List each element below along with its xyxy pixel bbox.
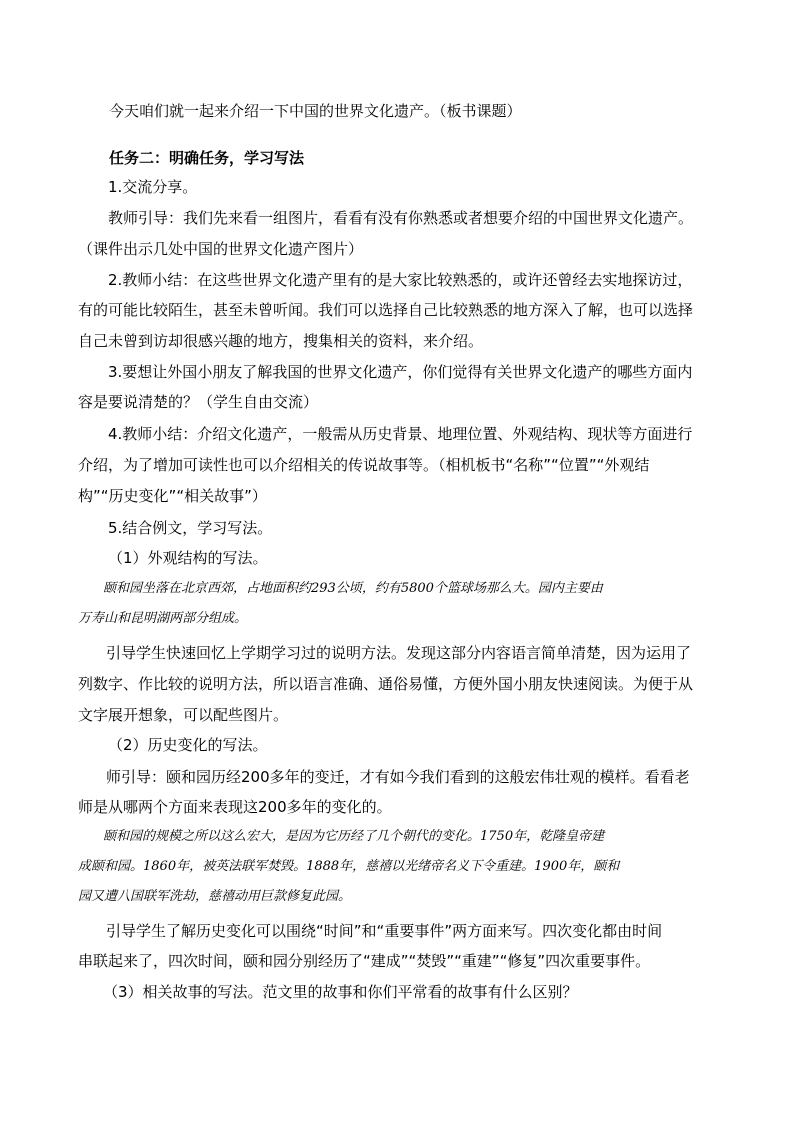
section-2-text-line: 自己未曾到访却很感兴趣的地方，搜集相关的资料，来介绍。 — [78, 332, 484, 350]
section-2-text-line: 有的可能比较陌生，甚至未曾听闻。我们可以选择自己比较熟悉的地方深入了解，也可以选择 — [78, 301, 694, 319]
example-text-line: 成颐和园。1860年，被英法联军焚毁。1888年，慈禧以光绪帝名义下令重建。1900年，颐和 — [78, 859, 620, 874]
subsection-1-title: （1）外观结构的写法。 — [108, 549, 268, 567]
section-2-text-line: 2.教师小结：在这些世界文化遗产里有的是大家比较熟悉的，或许还曾经去实地探访过， — [108, 271, 693, 289]
guidance-text-line: 引导学生快速回忆上学期学习过的说明方法。发现这部分内容语言简单清楚，因为运用了 — [106, 644, 692, 662]
section-4-text-line: 构”“历史变化”“相关故事”） — [78, 487, 267, 505]
intro-paragraph: 今天咱们就一起来介绍一下中国的世界文化遗产。（板书课题） — [109, 102, 522, 120]
teacher-text-line: 师引导：颐和园历经200多年的变迁，才有如今我们看到的这般宏伟壮观的模样。看看老 — [106, 768, 690, 786]
guidance-text-line: 串联起来了，四次时间，颐和园分别经历了“建成”“焚毁”“重建”“修复”四次重要事件。 — [78, 952, 651, 970]
section-1-text-line: 教师引导：我们先来看一组图片，看看有没有你熟悉或者想要介绍的中国世界文化遗产。 — [108, 209, 694, 227]
section-1-title: 1.交流分享。 — [108, 178, 198, 196]
guidance-text-line: 文字展开想象，可以配些图片。 — [78, 706, 289, 724]
guidance-text-line: 列数字、作比较的说明方法，所以语言准确、通俗易懂，方便外国小朋友快速阅读。为便于从 — [78, 675, 694, 693]
section-3-text-line: 容是要说清楚的？（学生自由交流） — [78, 393, 319, 411]
section-4-text-line: 介绍，为了增加可读性也可以介绍相关的传说故事等。（相机板书“名称”“位置”“外观结 — [78, 456, 650, 474]
teacher-text-line: 师是从哪两个方面来表现这200多年的变化的。 — [78, 798, 392, 816]
example-text-line: 颐和园的规模之所以这么宏大，是因为它历经了几个朝代的变化。1750年，乾隆皇帝建 — [103, 829, 605, 844]
section-3-text-line: 3.要想让外国小朋友了解我国的世界文化遗产，你们觉得有关世界文化遗产的哪些方面内 — [108, 363, 693, 381]
section-4-text-line: 4.教师小结：介绍文化遗产，一般需从历史背景、地理位置、外观结构、现状等方面进行 — [108, 425, 693, 443]
subsection-2-title: （2）历史变化的写法。 — [108, 736, 268, 754]
example-text-line: 园又遭八国联军洗劫，慈禧动用巨款修复此园。 — [78, 889, 352, 904]
example-text-line: 颐和园坐落在北京西郊，占地面积约293公顷，约有5800个篮球场那么大。园内主要由 — [103, 581, 603, 596]
subsection-3-title: （3）相关故事的写法。范文里的故事和你们平常看的故事有什么区别？ — [103, 983, 578, 1001]
example-text-line: 万寿山和昆明湖两部分组成。 — [78, 611, 248, 626]
section-1-text-line: （课件出示几处中国的世界文化遗产图片） — [78, 240, 364, 258]
task2-heading: 任务二：明确任务，学习写法 — [109, 149, 305, 167]
guidance-text-line: 引导学生了解历史变化可以围绕“时间”和“重要事件”两方面来写。四次变化都由时间 — [106, 922, 663, 940]
section-5-title: 5.结合例文，学习写法。 — [108, 519, 273, 537]
